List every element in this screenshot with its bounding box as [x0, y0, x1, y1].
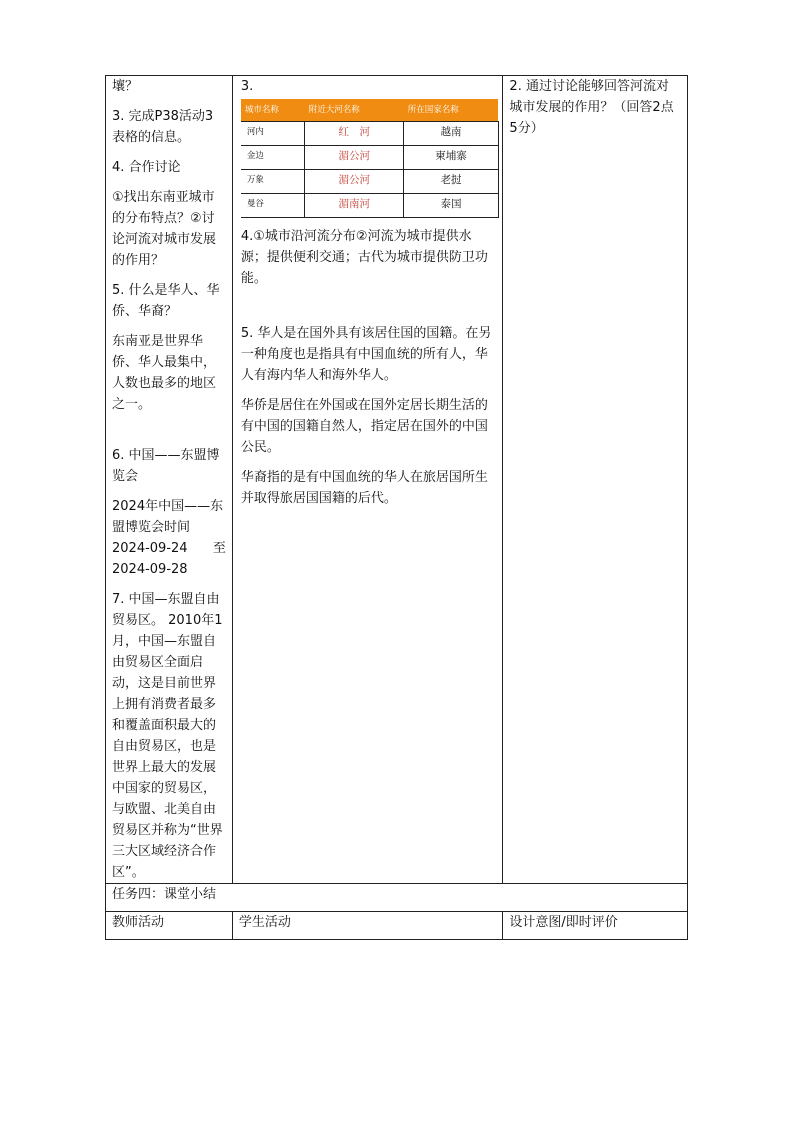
teacher-line-0: 壤？: [112, 79, 139, 94]
student-item-5-answer-a: 5. 华人是在国外具有该居住国的国籍。在另一种角度也是指具有中国血统的所有人，华人有海内华人和海外华人。: [240, 326, 492, 383]
student-item-3-label: 3.: [240, 79, 254, 94]
expo-date-end: 2024-09-28: [112, 562, 188, 577]
cell-city: 金边: [241, 146, 305, 170]
header-teacher-activity: 教师活动: [106, 912, 233, 940]
table-row: [241, 146, 499, 170]
teacher-item-3: 3. 完成P38活动3表格的信息。: [112, 109, 214, 145]
teacher-item-6-text: [112, 496, 226, 538]
cell-country: 柬埔寨: [404, 146, 499, 170]
content-row: [106, 76, 688, 884]
teacher-item-5-note: 东南亚是世界华侨、华人最集中，人数也最多的地区之一。: [112, 334, 217, 412]
teacher-activity-cell: [106, 76, 233, 884]
cell-country: 泰国: [404, 194, 499, 218]
lesson-plan-table: [105, 75, 688, 940]
teacher-item-6-title: 6. 中国——东盟博览会: [112, 448, 220, 484]
cell-country: 越南: [404, 122, 499, 146]
cell-river: 湄南河: [305, 194, 404, 218]
student-item-5-answer-b: 华侨是居住在外国或在国外定居长期生活的有中国的国籍自然人，指定居在国外的中国公民。: [240, 398, 488, 455]
cell-river: 红 河: [305, 122, 404, 146]
cell-city: 河内: [241, 122, 305, 146]
student-item-4-answer: 4.①城市沿河流分布②河流为城市提供水源；提供便利交通；古代为城市提供防卫功能。: [240, 229, 488, 286]
header-student-activity: 学生活动: [232, 912, 503, 940]
task-four-title: 任务四：课堂小结: [106, 884, 688, 912]
city-river-table-header: [241, 99, 499, 122]
task-four-row: [106, 884, 688, 912]
header-design-intent: 设计意图/即时评价: [503, 912, 688, 940]
expo-time-text: 2024年中国——东盟博览会时间: [112, 499, 224, 535]
teacher-item-4-questions: ①找出东南亚城市的分布特点？②讨论河流对城市发展的作用？: [112, 190, 217, 268]
cell-river: 湄公河: [305, 146, 404, 170]
expo-date-to-word: 至: [212, 541, 226, 556]
student-item-5-answer-c: 华裔指的是有中国血统的华人在旅居国所生并取得旅居国国籍的后代。: [240, 470, 488, 506]
expo-date-from: 2024-09-24: [112, 541, 188, 556]
teacher-item-4: 4. 合作讨论: [112, 160, 181, 175]
table-row: [241, 194, 499, 218]
design-intent-cell: [503, 76, 688, 884]
header-country: 所在国家名称: [404, 99, 499, 122]
expo-date-line: [112, 538, 226, 559]
city-river-table: [241, 99, 499, 218]
lesson-plan-page: [105, 75, 688, 940]
teacher-item-7: 7. 中国—东盟自由贸易区。 2010年1月，中国—东盟自由贸易区全面启动，这是目前世界上拥有消费者最多和覆盖面积最大的自由贸易区，也是世界上最大的发展中国家的贸易区，与欧盟、北美自由贸易区并称为“世界三大区域经济合作区”。: [112, 592, 223, 880]
cell-city: 曼谷: [241, 194, 305, 218]
cell-country: 老挝: [404, 170, 499, 194]
footer-header-row: [106, 912, 688, 940]
cell-river: 湄公河: [305, 170, 404, 194]
header-river: 附近大河名称: [305, 99, 404, 122]
table-row: [241, 122, 499, 146]
design-item-2: 2. 通过讨论能够回答河流对城市发展的作用？（回答2点5分）: [509, 79, 674, 136]
teacher-item-5: 5. 什么是华人、华侨、华裔？: [112, 283, 220, 319]
student-activity-cell: [232, 76, 503, 884]
header-city: 城市名称: [241, 99, 305, 122]
cell-city: 万象: [241, 170, 305, 194]
table-row: [241, 170, 499, 194]
